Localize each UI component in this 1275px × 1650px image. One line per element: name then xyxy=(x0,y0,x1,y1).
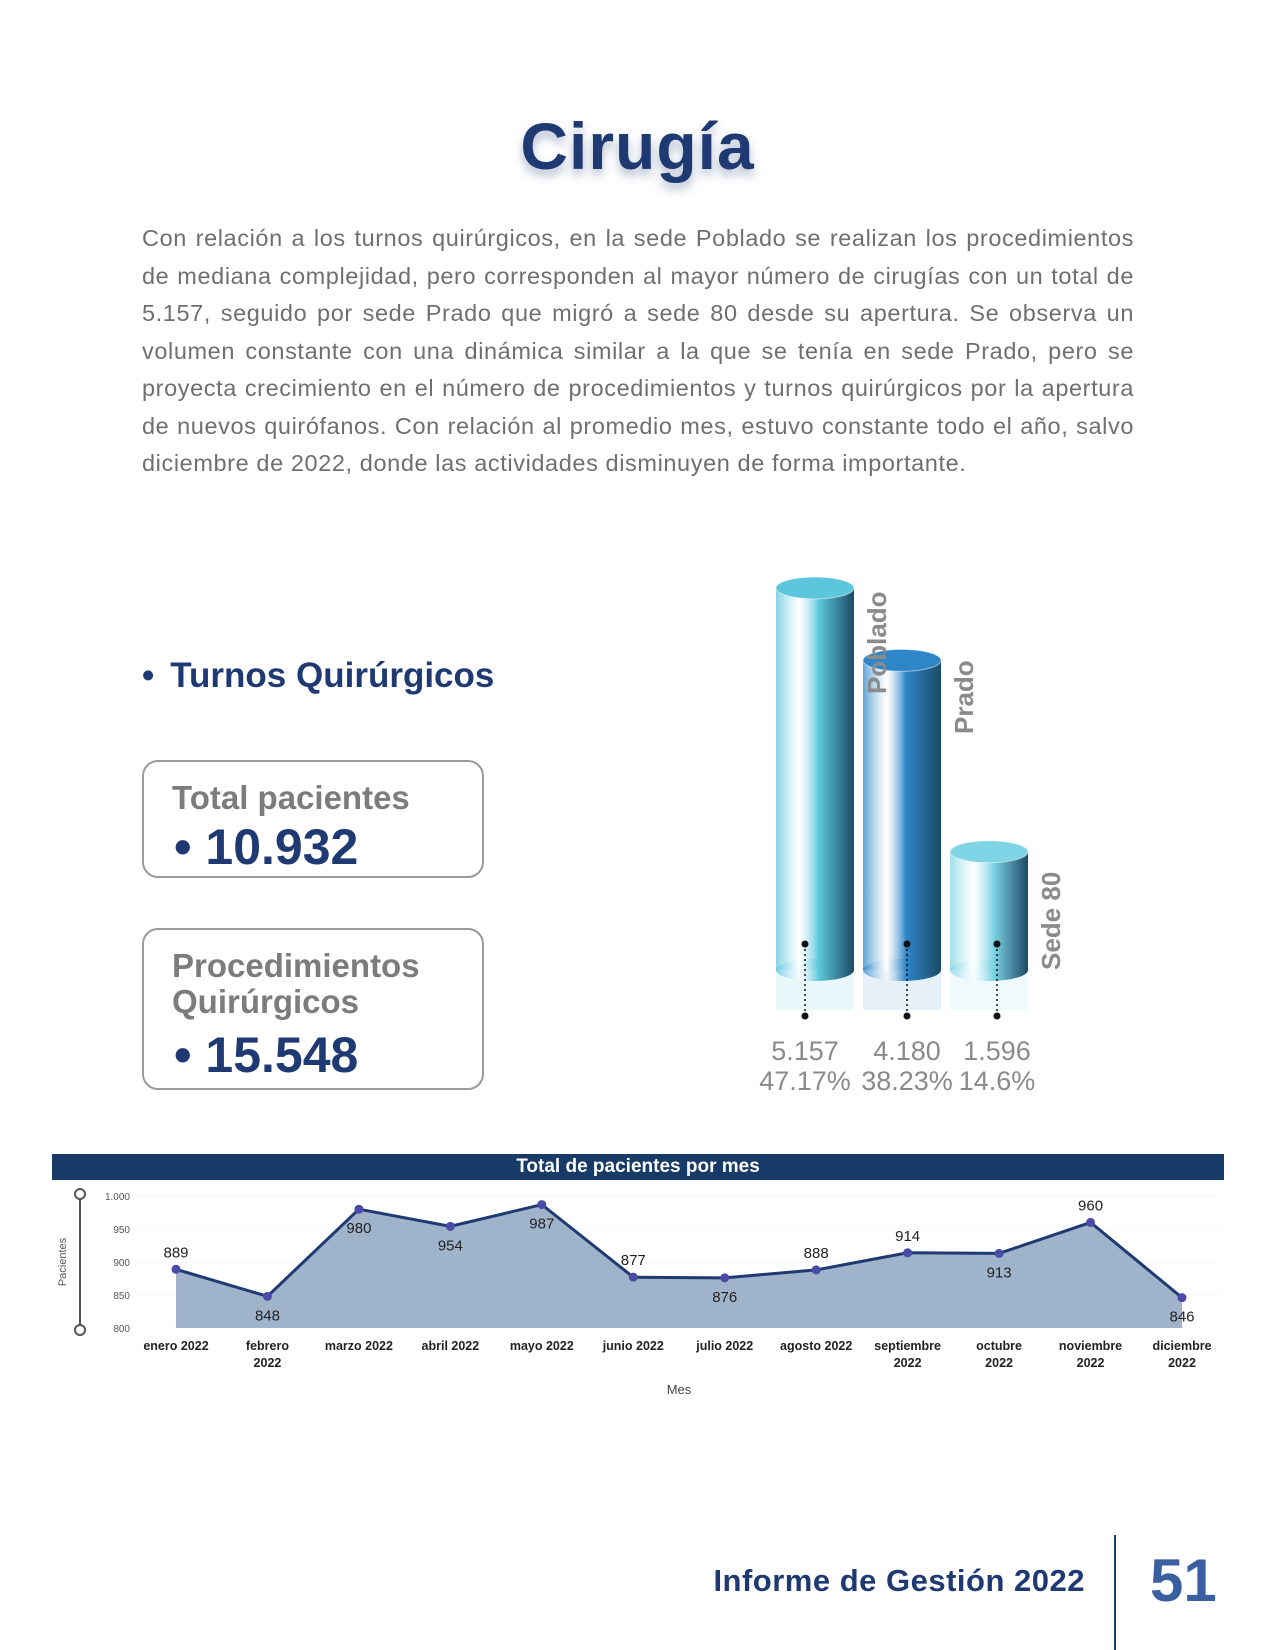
range-slider-handle xyxy=(75,1189,85,1199)
monthly-patients-svg xyxy=(52,1154,1224,1404)
data-label: 889 xyxy=(163,1244,189,1262)
data-label: 987 xyxy=(529,1215,555,1233)
cylinder-percent: 47.17% xyxy=(759,1066,851,1096)
x-tick-label: junio 2022 xyxy=(602,1339,664,1353)
data-point xyxy=(263,1292,272,1301)
x-tick-label: mayo 2022 xyxy=(509,1339,574,1353)
x-tick-label: noviembre xyxy=(1058,1339,1123,1353)
cylinder-label: Prado xyxy=(949,660,979,735)
kpi-label-line2: Quirúrgicos xyxy=(172,983,360,1020)
kpi-total-pacientes xyxy=(142,760,484,878)
kpi-value: • 10.932 xyxy=(174,819,359,875)
data-label: 914 xyxy=(895,1227,921,1245)
x-tick-label: septiembre xyxy=(874,1339,941,1353)
cylinder-top xyxy=(950,841,1028,863)
y-tick-label: 1.000 xyxy=(104,1192,130,1203)
data-point xyxy=(720,1273,729,1282)
x-tick-label: octubre xyxy=(976,1339,1023,1353)
x-tick-label: diciembre xyxy=(1152,1339,1212,1353)
data-point xyxy=(1178,1293,1187,1302)
x-tick-label: 2022 xyxy=(253,1356,282,1370)
data-label: 980 xyxy=(346,1220,372,1238)
area-fill xyxy=(176,1205,1182,1328)
chart-title: Total de pacientes por mes xyxy=(52,1154,1224,1180)
pointer-dot xyxy=(904,1013,911,1020)
y-tick-label: 850 xyxy=(113,1291,130,1302)
footer-report-title: Informe de Gestión 2022 xyxy=(713,1563,1085,1598)
cylinder-bar-poblado xyxy=(776,588,854,970)
page-title: Cirugía xyxy=(520,109,755,183)
cylinder-value-label xyxy=(753,1036,857,1096)
intro-paragraph: Con relación a los turnos quirúrgicos, en la sede Poblado se realizan los procedimientos de mediana complejidad, pero corresponden al mayor número de cirugías con un total de 5.157, seguido por sede Prado que migró a sede 80 desde su apertura. Se observa un volumen constante con una dinámica similar a la que se tenía en sede Prado, pero se proyecta crecimiento en el número de procedimientos y turnos quirúrgicos por la apertura de nuevos quirófanos. Con relación al promedio mes, estuvo constante todo el año, salvo diciembre de 2022, donde las actividades disminuyen de forma importante. xyxy=(142,225,1134,476)
x-tick-label: abril 2022 xyxy=(421,1339,480,1353)
data-point xyxy=(903,1248,912,1257)
data-point xyxy=(172,1265,181,1274)
data-point xyxy=(446,1222,455,1231)
cylinder-label: Sede 80 xyxy=(1036,871,1066,970)
kpi-label: Total pacientes xyxy=(172,779,410,816)
data-point xyxy=(629,1273,638,1282)
x-tick-label: febrero xyxy=(245,1339,289,1353)
data-point xyxy=(354,1205,363,1214)
section-heading-text: Turnos Quirúrgicos xyxy=(170,656,495,695)
cylinder-value-label xyxy=(855,1036,959,1096)
cylinder-count: 5.157 xyxy=(771,1036,839,1066)
pointer-dot xyxy=(994,1013,1001,1020)
x-tick-label: 2022 xyxy=(893,1356,922,1370)
kpi-procedimientos xyxy=(142,928,484,1090)
data-label: 877 xyxy=(620,1252,646,1270)
data-point xyxy=(537,1200,546,1209)
data-label: 960 xyxy=(1078,1197,1104,1215)
kpi-label-line1: Procedimientos xyxy=(172,947,420,984)
data-label: 954 xyxy=(437,1237,463,1255)
y-tick-label: 950 xyxy=(113,1225,130,1236)
y-axis-label: Pacientes xyxy=(57,1237,69,1287)
cylinder-count: 1.596 xyxy=(963,1036,1031,1066)
cylinder-value-label xyxy=(945,1036,1049,1096)
cylinder-bar-prado xyxy=(863,660,941,970)
y-tick-label: 900 xyxy=(113,1258,130,1269)
data-label: 888 xyxy=(803,1244,829,1262)
data-label: 848 xyxy=(254,1307,280,1325)
bullet-dot: • xyxy=(142,656,155,695)
x-tick-label: marzo 2022 xyxy=(324,1339,393,1353)
section-heading xyxy=(142,656,494,696)
cylinder-label: Poblado xyxy=(862,591,892,694)
x-tick-label: 2022 xyxy=(1168,1356,1196,1370)
data-point xyxy=(1086,1218,1095,1227)
cylinder-top xyxy=(776,577,854,599)
range-slider-handle xyxy=(75,1325,85,1335)
x-tick-label: 2022 xyxy=(1076,1356,1105,1370)
y-tick-label: 800 xyxy=(113,1324,130,1335)
x-tick-label: 2022 xyxy=(985,1356,1013,1370)
page-number: 51 xyxy=(1150,1547,1217,1614)
x-tick-label: enero 2022 xyxy=(143,1339,209,1353)
data-label: 876 xyxy=(712,1288,738,1306)
x-tick-label: agosto 2022 xyxy=(780,1339,853,1353)
cylinder-chart-svg xyxy=(760,570,1120,1100)
pointer-dot xyxy=(802,1013,809,1020)
x-tick-label: julio 2022 xyxy=(696,1339,754,1353)
kpi-label xyxy=(172,948,420,1020)
data-label: 846 xyxy=(1169,1308,1195,1326)
cylinder-bar-sede-80 xyxy=(950,852,1028,970)
x-axis-label: Mes xyxy=(666,1382,692,1397)
data-point xyxy=(995,1249,1004,1258)
footer-divider xyxy=(1114,1535,1116,1650)
cylinder-percent: 14.6% xyxy=(958,1066,1036,1096)
sede-cylinder-chart xyxy=(760,570,1120,1100)
cylinder-percent: 38.23% xyxy=(861,1066,953,1096)
monthly-patients-chart xyxy=(52,1154,1224,1404)
cylinder-count: 4.180 xyxy=(873,1036,941,1066)
kpi-value: • 15.548 xyxy=(174,1027,359,1083)
cylinder-base xyxy=(776,959,854,981)
data-label: 913 xyxy=(986,1264,1012,1282)
cylinder-base xyxy=(863,959,941,981)
cylinder-base xyxy=(950,959,1028,981)
data-point xyxy=(812,1265,821,1274)
